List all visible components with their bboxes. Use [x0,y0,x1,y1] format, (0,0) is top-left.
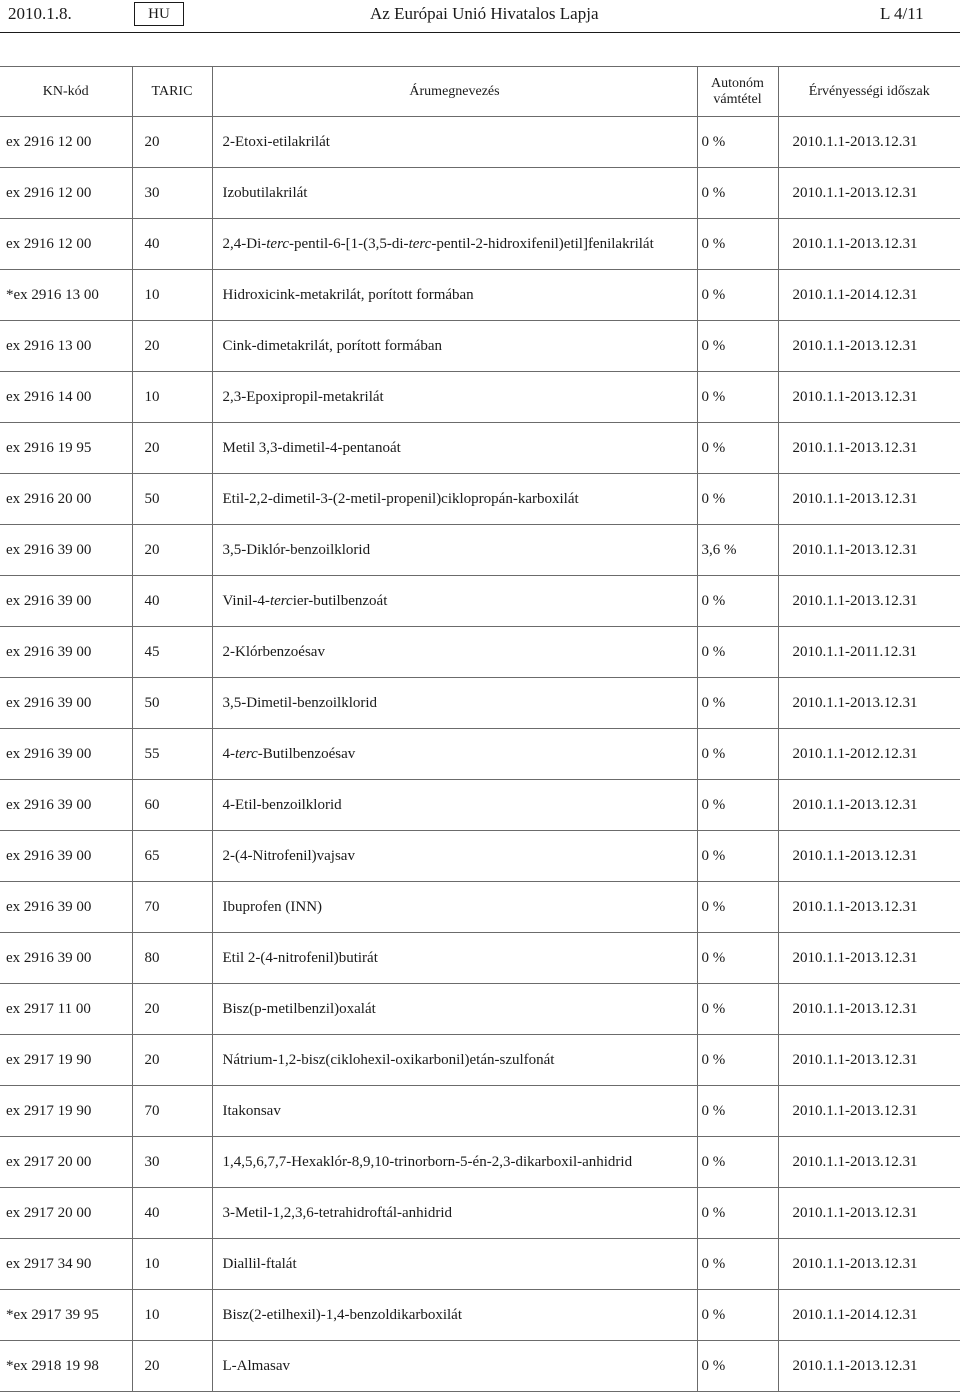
table-header-row [0,67,960,117]
description-cell: Hidroxicink-metakrilát, porított formában [212,270,697,321]
taric-cell: 10 [132,372,212,423]
validity-period-cell: 2010.1.1-2013.12.31 [778,168,960,219]
language-badge: HU [134,2,184,26]
page-reference: L 4/11 [880,4,924,23]
journal-title: Az Európai Unió Hivatalos Lapja [370,4,599,23]
rate-cell: 0 % [697,831,778,882]
description-cell: 4-terc-Butilbenzoésav [212,729,697,780]
kn-code-cell: *ex 2916 13 00 [0,270,132,321]
description-cell: Itakonsav [212,1086,697,1137]
description-cell: 2-(4-Nitrofenil)vajsav [212,831,697,882]
validity-period-cell: 2010.1.1-2014.12.31 [778,1290,960,1341]
rate-cell: 0 % [697,1035,778,1086]
kn-code-cell: ex 2917 11 00 [0,984,132,1035]
rate-cell: 0 % [697,168,778,219]
rate-cell: 0 % [697,933,778,984]
table-row [0,270,960,321]
validity-period-cell: 2010.1.1-2013.12.31 [778,780,960,831]
rate-cell: 0 % [697,1188,778,1239]
kn-code-cell: ex 2916 39 00 [0,627,132,678]
kn-code-cell: ex 2916 39 00 [0,678,132,729]
validity-period-cell: 2010.1.1-2013.12.31 [778,474,960,525]
rate-cell: 0 % [697,678,778,729]
column-header-description: Árumegnevezés [212,67,697,117]
validity-period-cell: 2010.1.1-2013.12.31 [778,576,960,627]
table-row [0,423,960,474]
description-cell: 2-Klórbenzoésav [212,627,697,678]
taric-cell: 70 [132,882,212,933]
description-cell: Diallil-ftalát [212,1239,697,1290]
page-header [0,0,960,34]
taric-cell: 20 [132,321,212,372]
kn-code-cell: ex 2916 12 00 [0,117,132,168]
validity-period-cell: 2010.1.1-2013.12.31 [778,831,960,882]
table-row [0,1137,960,1188]
kn-code-cell: ex 2916 39 00 [0,933,132,984]
rate-cell: 0 % [697,1341,778,1392]
table-row [0,576,960,627]
tariff-table [0,66,960,1392]
rate-cell: 0 % [697,219,778,270]
rate-cell: 0 % [697,576,778,627]
description-cell: L-Almasav [212,1341,697,1392]
taric-cell: 65 [132,831,212,882]
validity-period-cell: 2010.1.1-2013.12.31 [778,372,960,423]
header-divider [0,32,960,33]
taric-cell: 20 [132,1035,212,1086]
kn-code-cell: *ex 2917 39 95 [0,1290,132,1341]
validity-period-cell: 2010.1.1-2013.12.31 [778,1086,960,1137]
description-cell: 1,4,5,6,7,7-Hexaklór-8,9,10-trinorborn-5-én-2,3-dikarboxil-anhidrid [212,1137,697,1188]
kn-code-cell: ex 2916 19 95 [0,423,132,474]
rate-cell: 0 % [697,1290,778,1341]
kn-code-cell: ex 2916 20 00 [0,474,132,525]
taric-cell: 20 [132,423,212,474]
taric-cell: 30 [132,1137,212,1188]
validity-period-cell: 2010.1.1-2013.12.31 [778,984,960,1035]
validity-period-cell: 2010.1.1-2013.12.31 [778,525,960,576]
rate-cell: 0 % [697,474,778,525]
taric-cell: 20 [132,117,212,168]
table-row [0,780,960,831]
description-cell: 2,3-Epoxipropil-metakrilát [212,372,697,423]
validity-period-cell: 2010.1.1-2013.12.31 [778,219,960,270]
description-cell: 2-Etoxi-etilakrilát [212,117,697,168]
description-cell: Metil 3,3-dimetil-4-pentanoát [212,423,697,474]
description-cell: Etil-2,2-dimetil-3-(2-metil-propenil)ciklopropán-karboxilát [212,474,697,525]
validity-period-cell: 2010.1.1-2013.12.31 [778,1239,960,1290]
table-row [0,219,960,270]
description-cell: Vinil-4-tercier-butilbenzoát [212,576,697,627]
taric-cell: 30 [132,168,212,219]
table-row [0,168,960,219]
validity-period-cell: 2010.1.1-2014.12.31 [778,270,960,321]
description-cell: 4-Etil-benzoilklorid [212,780,697,831]
validity-period-cell: 2010.1.1-2012.12.31 [778,729,960,780]
description-cell: Etil 2-(4-nitrofenil)butirát [212,933,697,984]
table-row [0,984,960,1035]
description-cell: Bisz(2-etilhexil)-1,4-benzoldikarboxilát [212,1290,697,1341]
table-row [0,678,960,729]
description-cell: 3,5-Diklór-benzoilklorid [212,525,697,576]
column-header-taric: TARIC [132,67,212,117]
column-header-kn-code: KN-kód [0,67,132,117]
table-row [0,117,960,168]
rate-cell: 0 % [697,372,778,423]
taric-cell: 10 [132,1239,212,1290]
kn-code-cell: ex 2916 13 00 [0,321,132,372]
rate-cell: 3,6 % [697,525,778,576]
description-cell: 3-Metil-1,2,3,6-tetrahidroftál-anhidrid [212,1188,697,1239]
table-row [0,882,960,933]
validity-period-cell: 2010.1.1-2013.12.31 [778,423,960,474]
kn-code-cell: ex 2916 39 00 [0,729,132,780]
kn-code-cell: ex 2917 19 90 [0,1086,132,1137]
taric-cell: 20 [132,984,212,1035]
table-row [0,1086,960,1137]
kn-code-cell: ex 2917 19 90 [0,1035,132,1086]
taric-cell: 55 [132,729,212,780]
table-row [0,729,960,780]
description-cell: 3,5-Dimetil-benzoilklorid [212,678,697,729]
description-cell: Ibuprofen (INN) [212,882,697,933]
table-row [0,1239,960,1290]
rate-cell: 0 % [697,1086,778,1137]
taric-cell: 80 [132,933,212,984]
taric-cell: 50 [132,474,212,525]
validity-period-cell: 2010.1.1-2013.12.31 [778,1137,960,1188]
description-cell: 2,4-Di-terc-pentil-6-[1-(3,5-di-terc-pentil-2-hidroxifenil)etil]fenilakrilát [212,219,697,270]
taric-cell: 70 [132,1086,212,1137]
description-cell: Izobutilakrilát [212,168,697,219]
kn-code-cell: ex 2916 12 00 [0,219,132,270]
taric-cell: 20 [132,525,212,576]
column-header-autonomous-rate [697,67,778,117]
taric-cell: 45 [132,627,212,678]
column-header-autonomous-rate-label: Autonóm vámtétel [711,75,764,107]
rate-cell: 0 % [697,627,778,678]
column-header-validity-period: Érvényességi időszak [778,67,960,117]
taric-cell: 40 [132,576,212,627]
rate-cell: 0 % [697,729,778,780]
kn-code-cell: ex 2916 39 00 [0,780,132,831]
taric-cell: 10 [132,270,212,321]
kn-code-cell: ex 2916 39 00 [0,882,132,933]
validity-period-cell: 2010.1.1-2013.12.31 [778,321,960,372]
taric-cell: 60 [132,780,212,831]
validity-period-cell: 2010.1.1-2013.12.31 [778,1341,960,1392]
validity-period-cell: 2010.1.1-2011.12.31 [778,627,960,678]
taric-cell: 40 [132,1188,212,1239]
taric-cell: 40 [132,219,212,270]
validity-period-cell: 2010.1.1-2013.12.31 [778,1188,960,1239]
taric-cell: 20 [132,1341,212,1392]
kn-code-cell: ex 2917 20 00 [0,1188,132,1239]
rate-cell: 0 % [697,117,778,168]
table-row [0,372,960,423]
table-row [0,627,960,678]
taric-cell: 10 [132,1290,212,1341]
publication-date: 2010.1.8. [8,4,72,23]
table-row [0,1188,960,1239]
table-row [0,1290,960,1341]
table-row [0,525,960,576]
table-row [0,831,960,882]
table-row [0,474,960,525]
validity-period-cell: 2010.1.1-2013.12.31 [778,678,960,729]
validity-period-cell: 2010.1.1-2013.12.31 [778,882,960,933]
table-row [0,321,960,372]
kn-code-cell: ex 2917 34 90 [0,1239,132,1290]
validity-period-cell: 2010.1.1-2013.12.31 [778,117,960,168]
kn-code-cell: ex 2916 39 00 [0,525,132,576]
kn-code-cell: ex 2916 39 00 [0,831,132,882]
rate-cell: 0 % [697,882,778,933]
validity-period-cell: 2010.1.1-2013.12.31 [778,1035,960,1086]
rate-cell: 0 % [697,1137,778,1188]
kn-code-cell: ex 2916 12 00 [0,168,132,219]
rate-cell: 0 % [697,984,778,1035]
kn-code-cell: ex 2916 14 00 [0,372,132,423]
rate-cell: 0 % [697,321,778,372]
taric-cell: 50 [132,678,212,729]
description-cell: Cink-dimetakrilát, porított formában [212,321,697,372]
kn-code-cell: ex 2916 39 00 [0,576,132,627]
description-cell: Bisz(p-metilbenzil)oxalát [212,984,697,1035]
kn-code-cell: *ex 2918 19 98 [0,1341,132,1392]
kn-code-cell: ex 2917 20 00 [0,1137,132,1188]
description-cell: Nátrium-1,2-bisz(ciklohexil-oxikarbonil)etán-szulfonát [212,1035,697,1086]
rate-cell: 0 % [697,270,778,321]
rate-cell: 0 % [697,780,778,831]
table-row [0,1035,960,1086]
rate-cell: 0 % [697,1239,778,1290]
rate-cell: 0 % [697,423,778,474]
table-body [0,117,960,1392]
validity-period-cell: 2010.1.1-2013.12.31 [778,933,960,984]
table-row [0,933,960,984]
table-row [0,1341,960,1392]
